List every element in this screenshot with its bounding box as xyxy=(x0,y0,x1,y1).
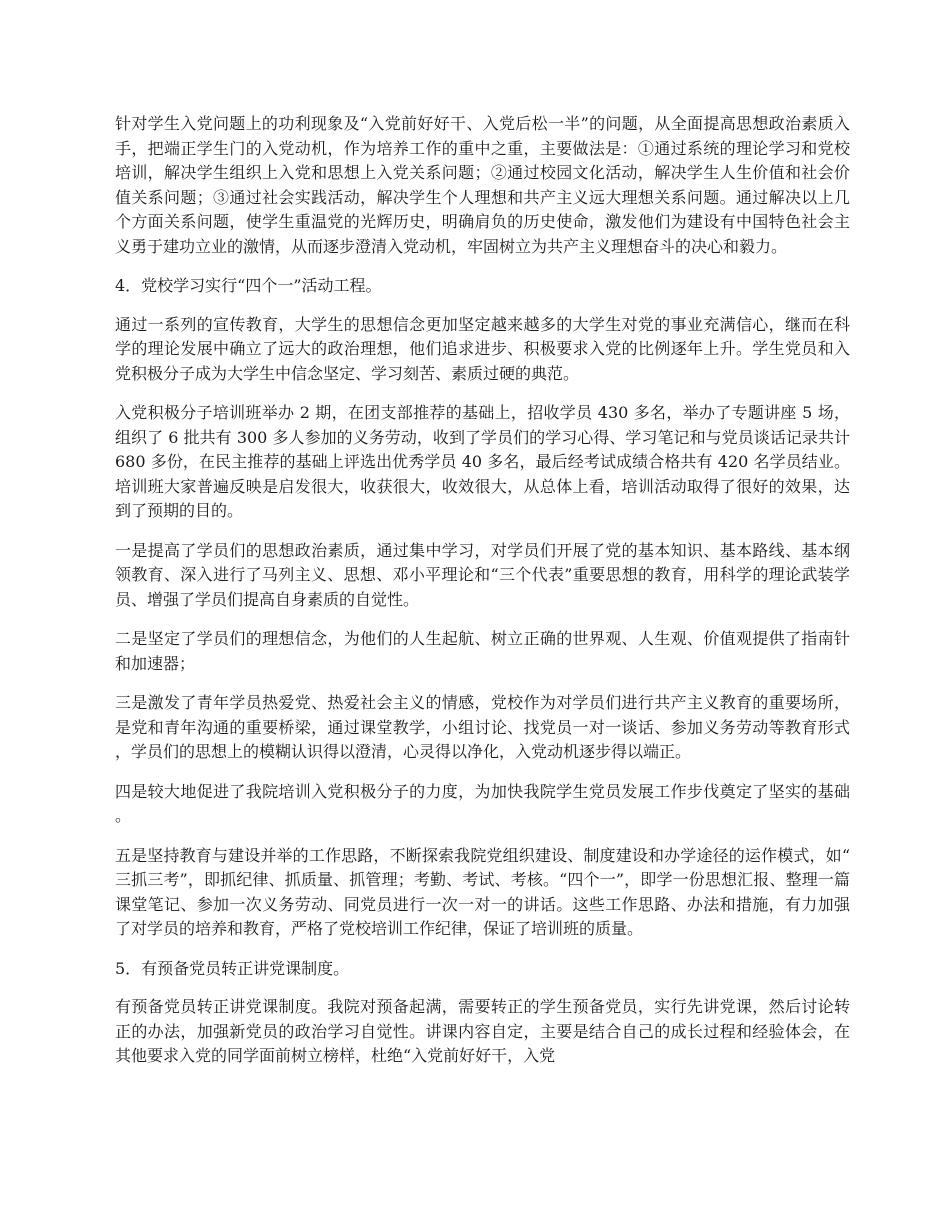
document-body xyxy=(115,112,850,1084)
paragraph-point-four: 四是较大地促进了我院培训入党积极分子的力度，为加快我院学生党员发展工作步伐奠定了坚实的基础。 xyxy=(115,781,850,825)
paragraph-motivation: 针对学生入党问题上的功利现象及“入党前好好干、入党后松一半”的问题，从全面提高思想政治素质入手，把端正学生门的入党动机，作为培养工作的重中之重，主要做法是：①通过系统的理论学习和党校培训，解决学生组织上入党和思想上入党关系问题；②通过校园文化活动，解决学生人生价值和社会价值关系问题；③通过社会实践活动，解决学生个人理想和共产主义远大理想关系问题。通过解决以上几个方面关系问题，使学生重温党的光辉历史，明确肩负的历史使命，激发他们为建设有中国特色社会主义勇于建功立业的激情，从而逐步澄清入党动机，牢固树立为共产主义理想奋斗的决心和毅力。 xyxy=(115,114,850,256)
paragraph-point-two: 二是坚定了学员们的理想信念，为他们的人生起航、树立正确的世界观、人生观、价值观提供了指南针和加速器； xyxy=(115,629,850,673)
paragraph-training-class-stats: 入党积极分子培训班举办 2 期，在团支部推荐的基础上，招收学员 430 多名，举办了专题讲座 5 场，组织了 6 批共有 300 多人参加的义务劳动，收到了学员们的学习心得、学习笔记和与党员谈话记录共计 680 多份，在民主推荐的基础上评选出优秀学员 40 多名，最后经考试成绩合格共有 420 名学员结业。培训班大家普遍反映是启发很大，收获很大，收效很大，从总体上看，培训活动取得了很好的效果，达到了预期的目的。 xyxy=(115,403,850,520)
paragraph-publicity-education: 通过一系列的宣传教育，大学生的思想信念更加坚定越来越多的大学生对党的事业充满信心，继而在科学的理论发展中确立了远大的政治理想，他们追求进步、积极要求入党的比例逐年上升。学生党员和入党积极分子成为大学生中信念坚定、学习刻苦、素质过硬的典范。 xyxy=(115,314,850,383)
paragraph-probationary-lecture: 有预备党员转正讲党课制度。我院对预备起满，需要转正的学生预备党员，实行先讲党课，然后讨论转正的办法，加强新党员的政治学习自觉性。讲课内容自定，主要是结合自己的成长过程和经验体会，在其他要求入党的同学面前树立榜样，杜绝“入党前好好干，入党 xyxy=(115,997,850,1065)
paragraph-point-five: 五是坚持教育与建设并举的工作思路，不断探索我院党组织建设、制度建设和办学途径的运作模式，如“三抓三考”，即抓纪律、抓质量、抓管理；考勤、考试、考核。“四个一”，即学一份思想汇报、整理一篇课堂笔记、参加一次义务劳动、同党员进行一次一对一的讲话。这些工作思路、办法和措施，有力加强了对学员的培养和教育，严格了党校培训工作纪律，保证了培训班的质量。 xyxy=(115,845,850,938)
paragraph-point-one: 一是提高了学员们的思想政治素质，通过集中学习，对学员们开展了党的基本知识、基本路线、基本纲领教育、深入进行了马列主义、思想、邓小平理论和“三个代表”重要思想的教育，用科学的理论武装学员、增强了学员们提高自身素质的自觉性。 xyxy=(115,540,850,609)
section-heading-5: 5．有预备党员转正讲党课制度。 xyxy=(115,958,350,978)
section-heading-4: 4．党校学习实行“四个一”活动工程。 xyxy=(115,276,382,295)
paragraph-point-three: 三是激发了青年学员热爱党、热爱社会主义的情感，党校作为对学员们进行共产主义教育的重要场所，是党和青年沟通的重要桥梁，通过课堂教学，小组讨论、找党员一对一谈话、参加义务劳动等教育形式，学员们的思想上的模糊认识得以澄清，心灵得以净化，入党动机逐步得以端正。 xyxy=(115,693,850,761)
